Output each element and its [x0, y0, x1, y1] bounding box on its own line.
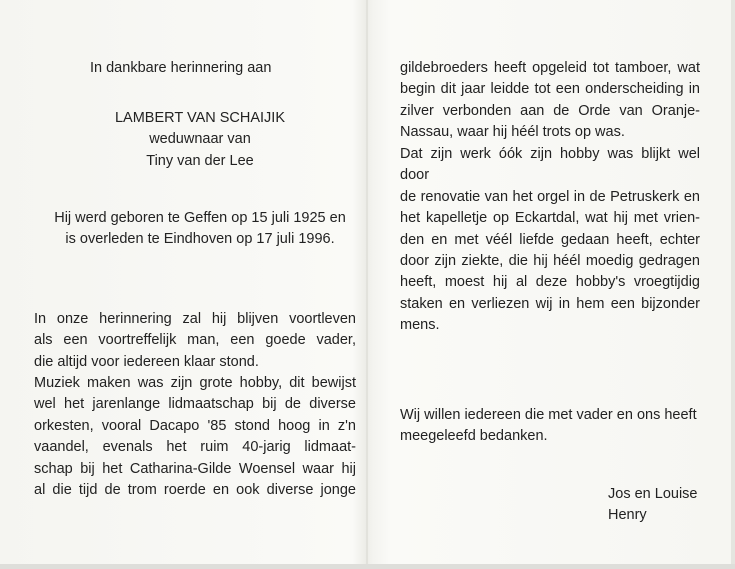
- intro-text: In dankbare herinnering aan: [90, 60, 272, 76]
- tamboer-paragraph: [400, 58, 700, 144]
- paragraph-line: Dat zijn werk óók zijn hobby was blijkt wel door: [400, 146, 700, 184]
- signature-names: Henry: [608, 507, 647, 524]
- paragraph-line: In onze herinnering zal hij blijven voortleven: [34, 311, 356, 327]
- music-paragraph: [34, 373, 356, 501]
- paragraph-line: Wij willen iedereen die met vader en ons heeft: [400, 407, 697, 423]
- name-block: [40, 108, 360, 172]
- card-edge-bottom: [0, 564, 735, 569]
- paragraph-line: vaandel, evenals het ruim 40-jarig lidmaat-: [34, 439, 356, 456]
- hobby-paragraph: [400, 144, 700, 337]
- intro-line: [90, 58, 290, 79]
- paragraph-line: den en met véél liefde gedaan heeft, echter: [400, 231, 700, 248]
- signature-block: [608, 484, 718, 527]
- paragraph-line: als een voortreffelijk man, een goede vader,: [34, 332, 356, 349]
- birth-death-block: [40, 208, 360, 251]
- card-edge-right: [731, 0, 735, 569]
- paragraph-line: staken en verliezen wij in hem een bijzonder: [400, 295, 700, 312]
- card-fold: [366, 0, 368, 569]
- paragraph-line: Muziek maken was zijn grote hobby, dit bewijst: [34, 375, 356, 391]
- thanks-paragraph: [400, 405, 700, 448]
- paragraph-line: wel het jarenlange lidmaatschap bij de diverse: [34, 396, 356, 413]
- paragraph-line: begin dit jaar leidde tot een onderscheiding in: [400, 81, 700, 98]
- paragraph-line: schap bij het Catharina-Gilde Woensel waar hij: [34, 460, 356, 477]
- death-line: is overleden te Eindhoven op 17 juli 1996.: [65, 231, 335, 248]
- paragraph-line: het kapelletje op Eckartdal, wat hij met vrien-: [400, 210, 700, 227]
- paragraph-line: zilver verbonden aan de Orde van Oranje-: [400, 102, 700, 119]
- birth-line: Hij werd geboren te Geffen op 15 juli 1925 en: [54, 210, 346, 226]
- paragraph-line: heeft, moest hij al deze hobby's vroegtijdig: [400, 274, 700, 291]
- paragraph-line: de renovatie van het orgel in de Petruskerk en: [400, 188, 700, 205]
- deceased-name: LAMBERT VAN SCHAIJIK: [114, 110, 286, 126]
- spouse-name: Tiny van der Lee: [146, 152, 254, 169]
- paragraph-line: orkesten, vooral Dacapo '85 stond hoog in z'n: [34, 417, 356, 434]
- paragraph-line: meegeleefd bedanken.: [400, 428, 548, 445]
- memory-paragraph: [34, 309, 356, 373]
- paragraph-line: mens.: [400, 317, 440, 334]
- paragraph-line: al die tijd de trom roerde en ook diverse jonge: [34, 482, 356, 499]
- paragraph-line: die altijd voor iedereen klaar stond.: [34, 353, 259, 370]
- relation-text: weduwnaar van: [149, 131, 251, 148]
- paragraph-line: gildebroeders heeft opgeleid tot tamboer, wat: [400, 60, 700, 76]
- paragraph-line: door zijn ziekte, die hij héél moedig gedragen: [400, 253, 700, 270]
- signature-names: Jos en Louise: [608, 486, 698, 502]
- paragraph-line: Nassau, waar hij héél trots op was.: [400, 124, 625, 141]
